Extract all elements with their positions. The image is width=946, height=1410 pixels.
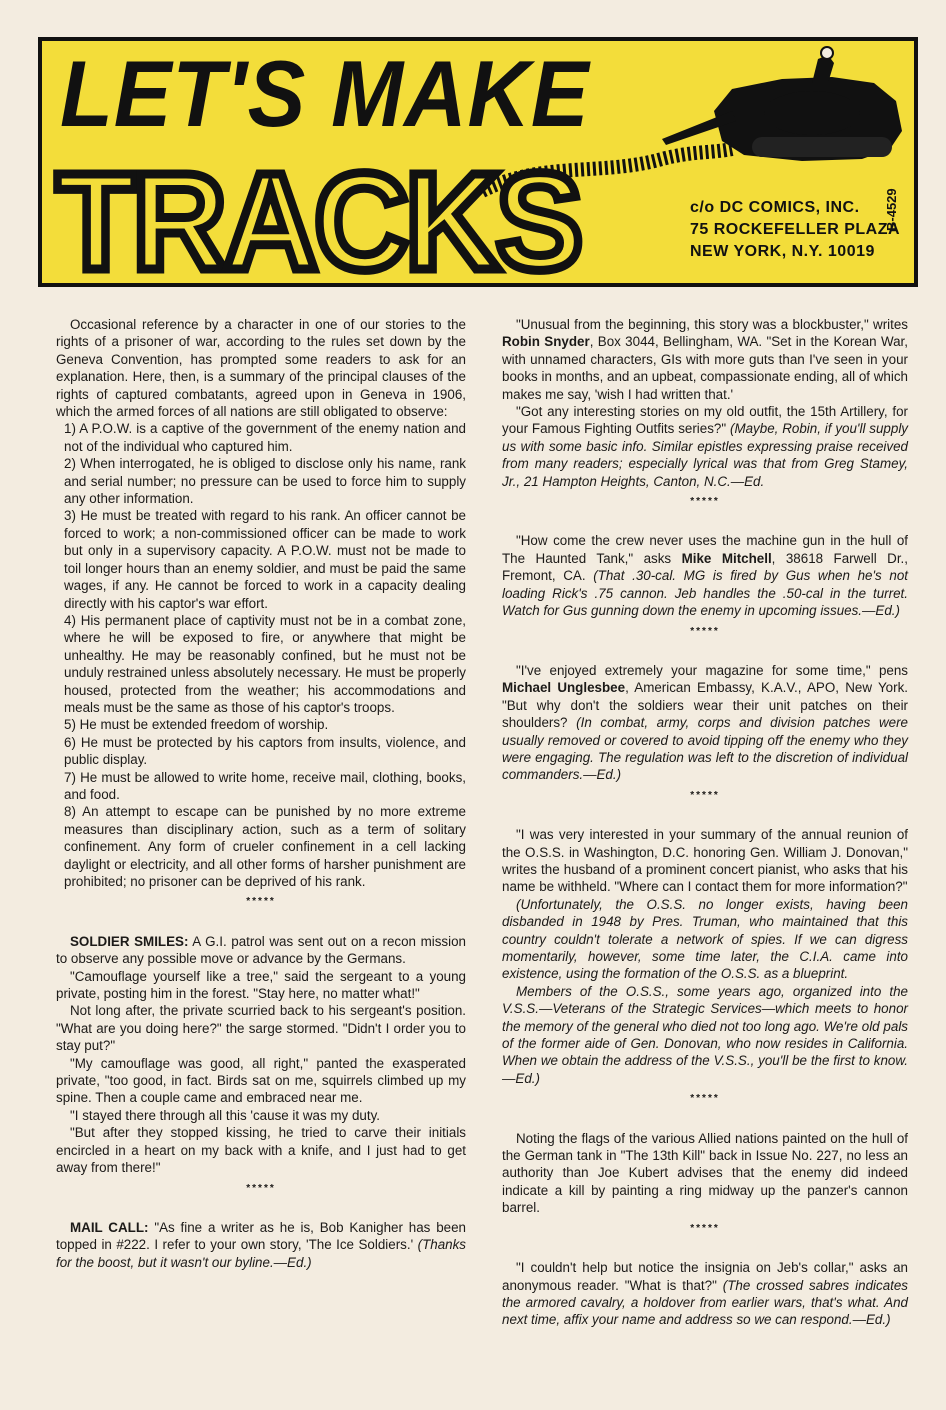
- letter-6-reply: (The crossed sabres indicates the armored cavalry, a holdover from earlier wars, that's what. And next time, affix your name and address so we can respond.—Ed.): [502, 1277, 909, 1328]
- soldier-smiles-p2: "Camouflage yourself like a tree," said the sergeant to a young private, posting him in the forest. "Stay here, no matter what!": [56, 968, 466, 1002]
- letter-1: [502, 316, 908, 403]
- address-line-2: 75 ROCKEFELLER PLAZA: [690, 221, 901, 238]
- letter-3-reply: (In combat, army, corps and division patches were usually removed or covered to avoid tipping off the enemy who they were engaging. The regulation was left to the discretion of individual commanders.—Ed.): [502, 715, 909, 783]
- soldier-smiles-heading: SOLDIER SMILES:: [70, 933, 189, 949]
- letter-4-reply-1: (Unfortunately, the O.S.S. no longer exists, having been disbanded in 1948 by Pres. Truman, who maintained that this country couldn't tolerate a network of spies. If we can digress momentarily, however, some time later, the C.I.A. came into existence, using the formation of the O.S.S. as a blueprint.: [502, 896, 908, 982]
- header-banner: [38, 37, 918, 299]
- code-label: B-4529: [884, 188, 899, 231]
- soldier-smiles-text: A G.I. patrol was sent out on a recon mission to observe any possible move or advance by the Germans.: [56, 933, 466, 967]
- letter-1-reply: (Maybe, Robin, if you'll supply us with some basic info. Similar epistles expressing praise received from many readers; especially lyrical was that from Greg Stamey, Jr., 21 Hampton Heights, Canton, N.C.—Ed.: [502, 421, 908, 489]
- letter-2-reply: (That .30-cal. MG is fired by Gus when he's not loading Rick's .75 cannon. Jeb handles the .50-cal in the turret. Watch for Gus gunning down the enemy in upcoming issues.—Ed.): [502, 568, 908, 619]
- banner-title-lets-make: LET'S MAKE: [60, 41, 590, 146]
- letter-3-author: Michael Unglesbee: [502, 680, 626, 696]
- section-divider: *****: [246, 896, 276, 908]
- pow-item-7: 7) He must be allowed to write home, receive mail, clothing, books, and food.: [64, 769, 466, 802]
- pow-item-1: 1) A P.O.W. is a captive of the government of the enemy nation and not of the individual who captured him.: [64, 421, 466, 454]
- right-column: [502, 316, 908, 1329]
- pow-item-5: 5) He must be extended freedom of worship.: [64, 717, 329, 733]
- pow-intro: Occasional reference by a character in one of our stories to the rights of a prisoner of war, according to the rules set down by the Geneva Convention, has prompted some readers to ask for an explanation. Here, then, is a summary of the principal clauses of the rights of captured combatants, agreed upon in Geneva in 1906, which the armed forces of all nations are still obligated to observe:: [56, 317, 466, 420]
- letter-2: [502, 532, 908, 619]
- letter-5: Noting the flags of the various Allied nations painted on the hull of the German tank in "The 13th Kill" back in Issue No. 227, no less an authority than Joe Kubert advises that the enemy did indeed indicate a kill by painting a ring midway up the panzer's cannon barrel.: [502, 1130, 908, 1216]
- letter-2-text: "How come the crew never uses the machine gun in the hull of The Haunted Tank," asks: [502, 533, 908, 566]
- banner-title-tracks: TRACKS: [56, 145, 580, 299]
- letter-1-author: Robin Snyder: [502, 334, 590, 350]
- letter-6-text: "I couldn't help but notice the insignia on Jeb's collar," asks an anonymous reader. "What is that?": [502, 1260, 908, 1293]
- address-line-3: NEW YORK, N.Y. 10019: [690, 243, 875, 260]
- letter-1-cont: [502, 403, 908, 490]
- letter-2-author: Mike Mitchell: [681, 550, 772, 566]
- soldier-smiles-p4: "My camouflage was good, all right," panted the exasperated private, "too good, in fact. Birds sat on me, squirrels climbed up my spine. Then a couple came and embraced near me.: [56, 1055, 466, 1106]
- soldier-smiles-p5: "I stayed there through all this 'cause it was my duty.: [70, 1107, 380, 1123]
- section-divider: *****: [690, 789, 720, 801]
- address-line-1: c/o DC COMICS, INC.: [690, 199, 860, 216]
- pow-item-8: 8) An attempt to escape can be punished by no more extreme measures than disciplinary action, such as a term of solitary confinement. Any form of crueler confinement in a cell lacking daylight or electricity, and all other forms of harsher punishment are prohibited; no prisoner can be deprived of his rank.: [64, 804, 466, 889]
- letter-1-text-c: "Got any interesting stories on my old outfit, the 15th Artillery, for your Famous Fighting Outfits series?": [502, 404, 908, 437]
- letter-2-text-b: , 38618 Farwell Dr., Fremont, CA.: [502, 550, 908, 584]
- letter-3-text: "I've enjoyed extremely your magazine for some time," pens: [516, 662, 908, 678]
- letter-4-reply-2: Members of the O.S.S., some years ago, organized into the V.S.S.—Veterans of the Strategic Services—which meets to honor the memory of the general who died not too long ago. We're old pals of the former aide of Gen. Donovan, who now resides in California. When we obtain the address of the V.S.S., you'll be the first to know.—Ed.): [502, 983, 908, 1086]
- soldier-smiles-p6: "But after they stopped kissing, he tried to carve their initials encircled in a heart on my back with a knife, and I just had to get away from there!": [56, 1125, 466, 1176]
- section-divider: *****: [246, 1182, 276, 1194]
- mail-call-reply: (Thanks for the boost, but it wasn't our byline.—Ed.): [56, 1237, 466, 1270]
- mail-call-heading: MAIL CALL:: [70, 1219, 149, 1235]
- mailing-address: [690, 197, 900, 263]
- letter-3: [502, 662, 908, 784]
- letter-4: "I was very interested in your summary of the annual reunion of the O.S.S. in Washington, D.C. honoring Gen. William J. Donovan," writes the husband of a prominent concert pianist, who asks that his name be withheld. "Where can I contact them for more information?": [502, 827, 908, 895]
- section-divider: *****: [690, 496, 720, 508]
- letter-6: [502, 1259, 908, 1329]
- soldier-smiles-p3: Not long after, the private scurried back to his sergeant's position. "What are you doing here?" the sarge stormed. "Didn't I order you to stay put?": [56, 1003, 466, 1054]
- letter-1-text-b: , Box 3044, Bellingham, WA. "Set in the Korean War, with unnamed characters, GIs with more guts than I've seen in your books in months, and an upbeat, compassionate ending, all of which makes me say, 'wish I had written that.': [502, 334, 909, 402]
- pow-item-2: 2) When interrogated, he is obliged to disclose only his name, rank and serial number; no pressure can be used to force him to supply any other information.: [64, 456, 466, 507]
- letter-3-text-b: , American Embassy, K.A.V., APO, New York. "But why don't the soldiers wear their unit patches on their shoulders?: [502, 680, 908, 731]
- pow-item-3: 3) He must be treated with regard to his rank. An officer cannot be forced to work; a non-commissioned officer can be made to work but only in a supervisory capacity. A P.O.W. must not be made to toil longer hours than an enemy soldier, and must be paid the same wages, if any. He cannot be forced to work in a capacity dealing directly with his captor's war effort.: [64, 508, 466, 611]
- section-divider: *****: [690, 1222, 720, 1234]
- section-divider: *****: [690, 1093, 720, 1105]
- pow-item-4: 4) His permanent place of captivity must not be in a combat zone, where he will be exposed to fire, or anywhere that might be unhealthy. He may be reasonably confined, but he must not be unduly restrained unless absolutely necessary. He must be properly housed, protected from the weather; his accommodations and meals must be the same as those of his captor's troops.: [64, 612, 466, 715]
- mail-call-text: "As fine a writer as he is, Bob Kanigher has been topped in #222. I refer to your own story, 'The Ice Soldiers.': [56, 1219, 466, 1253]
- section-divider: *****: [690, 625, 720, 637]
- mail-call: [56, 1219, 466, 1271]
- letter-1-text: "Unusual from the beginning, this story was a blockbuster," writes: [516, 317, 908, 332]
- pow-item-6: 6) He must be protected by his captors from insults, violence, and public display.: [64, 734, 466, 768]
- left-column: [56, 316, 466, 1271]
- soldier-smiles-p1: [56, 933, 466, 968]
